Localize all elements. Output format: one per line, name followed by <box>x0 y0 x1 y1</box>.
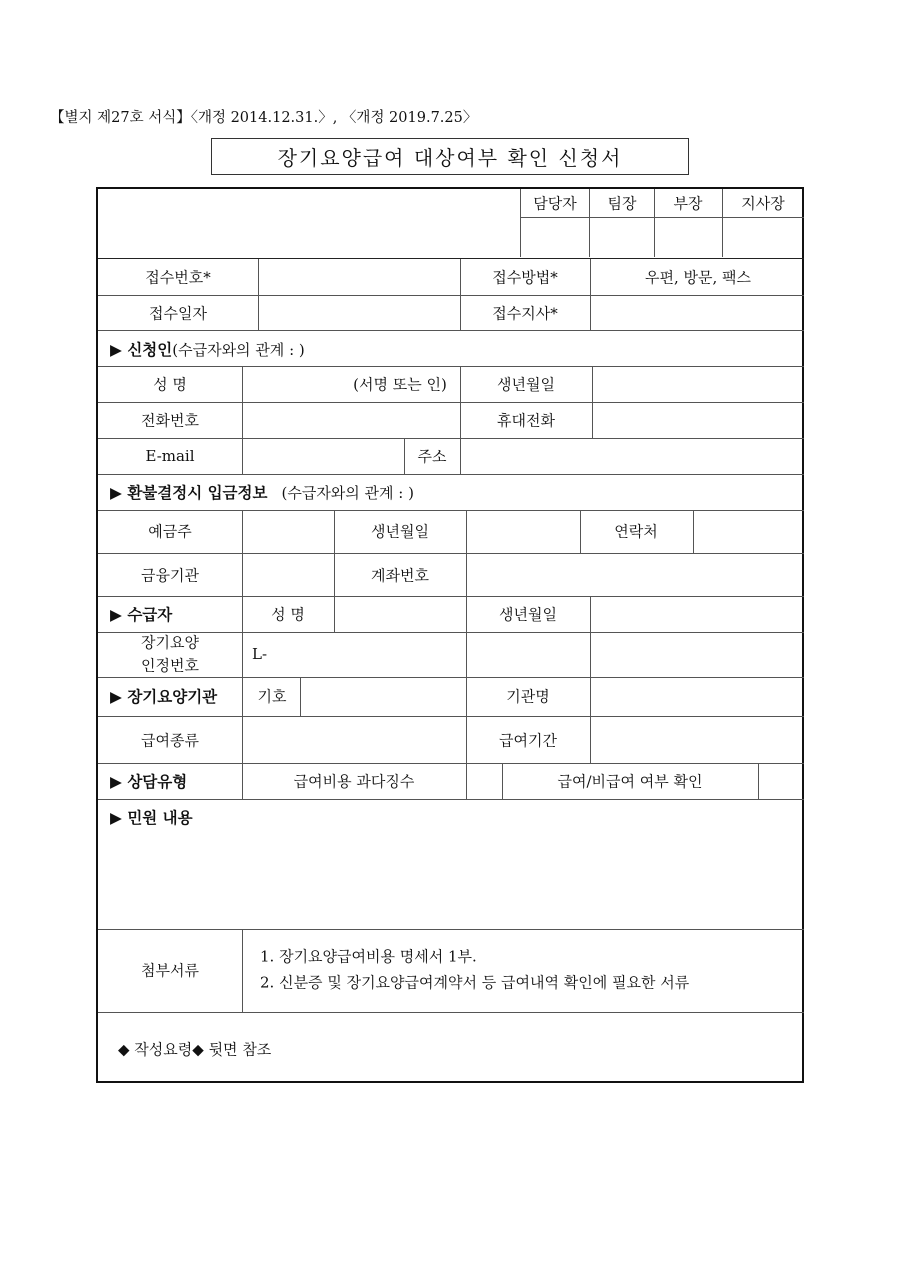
attachments-label: 첨부서류 <box>141 961 199 980</box>
refund-birth-label: 생년월일 <box>371 522 429 541</box>
reception-number-label: 접수번호* <box>145 268 211 287</box>
reception-method-value: 우편, 방문, 팩스 <box>644 268 752 287</box>
applicant-sign-hint: (서명 또는 인) <box>353 375 447 394</box>
recipient-birth-label: 생년월일 <box>499 605 557 624</box>
approval-branch-head: 지사장 <box>741 194 785 213</box>
applicant-address-label: 주소 <box>417 447 447 466</box>
approval-team-lead: 팀장 <box>607 194 637 213</box>
approval-manager: 부장 <box>673 194 703 213</box>
applicant-birth-label: 생년월일 <box>497 375 555 394</box>
attachment-item-1: 1. 장기요양급여비용 명세서 1부. <box>260 947 477 966</box>
recipient-cert-label-line1: 장기요양 <box>141 633 199 652</box>
applicant-mobile-label: 휴대전화 <box>497 411 555 430</box>
consult-section-title: ▶ 상담유형 <box>110 772 188 791</box>
recipient-cert-label-line2: 인정번호 <box>141 656 199 675</box>
form-title: 장기요양급여 대상여부 확인 신청서 <box>211 138 689 175</box>
applicant-email-label: E-mail <box>145 447 195 465</box>
reception-method-label: 접수방법* <box>492 268 558 287</box>
writing-guide-note: ◆ 작성요령◆ 뒷면 참조 <box>118 1040 272 1059</box>
consult-option-coverage-check: 급여/비급여 여부 확인 <box>557 772 703 791</box>
application-form <box>96 187 804 1083</box>
institution-code-label: 기호 <box>257 687 287 706</box>
recipient-section-title: ▶ 수급자 <box>110 605 173 624</box>
refund-account-label: 계좌번호 <box>371 566 429 585</box>
reception-date-label: 접수일자 <box>149 304 207 323</box>
institution-name-label: 기관명 <box>506 687 550 706</box>
attachment-item-2: 2. 신분증 및 장기요양급여계약서 등 급여내역 확인에 필요한 서류 <box>260 973 690 992</box>
refund-section-title: ▶ 환불결정시 입금정보 (수급자와의 관계 : ) <box>110 483 414 502</box>
benefit-period-label: 급여기간 <box>499 731 557 750</box>
recipient-name-label: 성 명 <box>271 605 305 624</box>
recipient-cert-prefix: L- <box>252 645 268 663</box>
institution-section-title: ▶ 장기요양기관 <box>110 687 218 706</box>
approval-staff: 담당자 <box>533 194 577 213</box>
benefit-type-label: 급여종류 <box>141 731 199 750</box>
refund-bank-label: 금융기관 <box>141 566 199 585</box>
consult-option-overcharge: 급여비용 과다징수 <box>293 772 415 791</box>
applicant-name-label: 성 명 <box>153 375 187 394</box>
refund-contact-label: 연락처 <box>614 522 658 541</box>
complaint-section-title: ▶ 민원 내용 <box>110 808 193 827</box>
applicant-phone-label: 전화번호 <box>141 411 199 430</box>
applicant-section-title: ▶ 신청인(수급자와의 관계 : ) <box>110 340 305 359</box>
reception-branch-label: 접수지사* <box>492 304 558 323</box>
form-number-note: 【별지 제27호 서식】〈개정 2014.12.31.〉, 〈개정 2019.7.25〉 <box>50 110 478 126</box>
refund-holder-label: 예금주 <box>148 522 192 541</box>
